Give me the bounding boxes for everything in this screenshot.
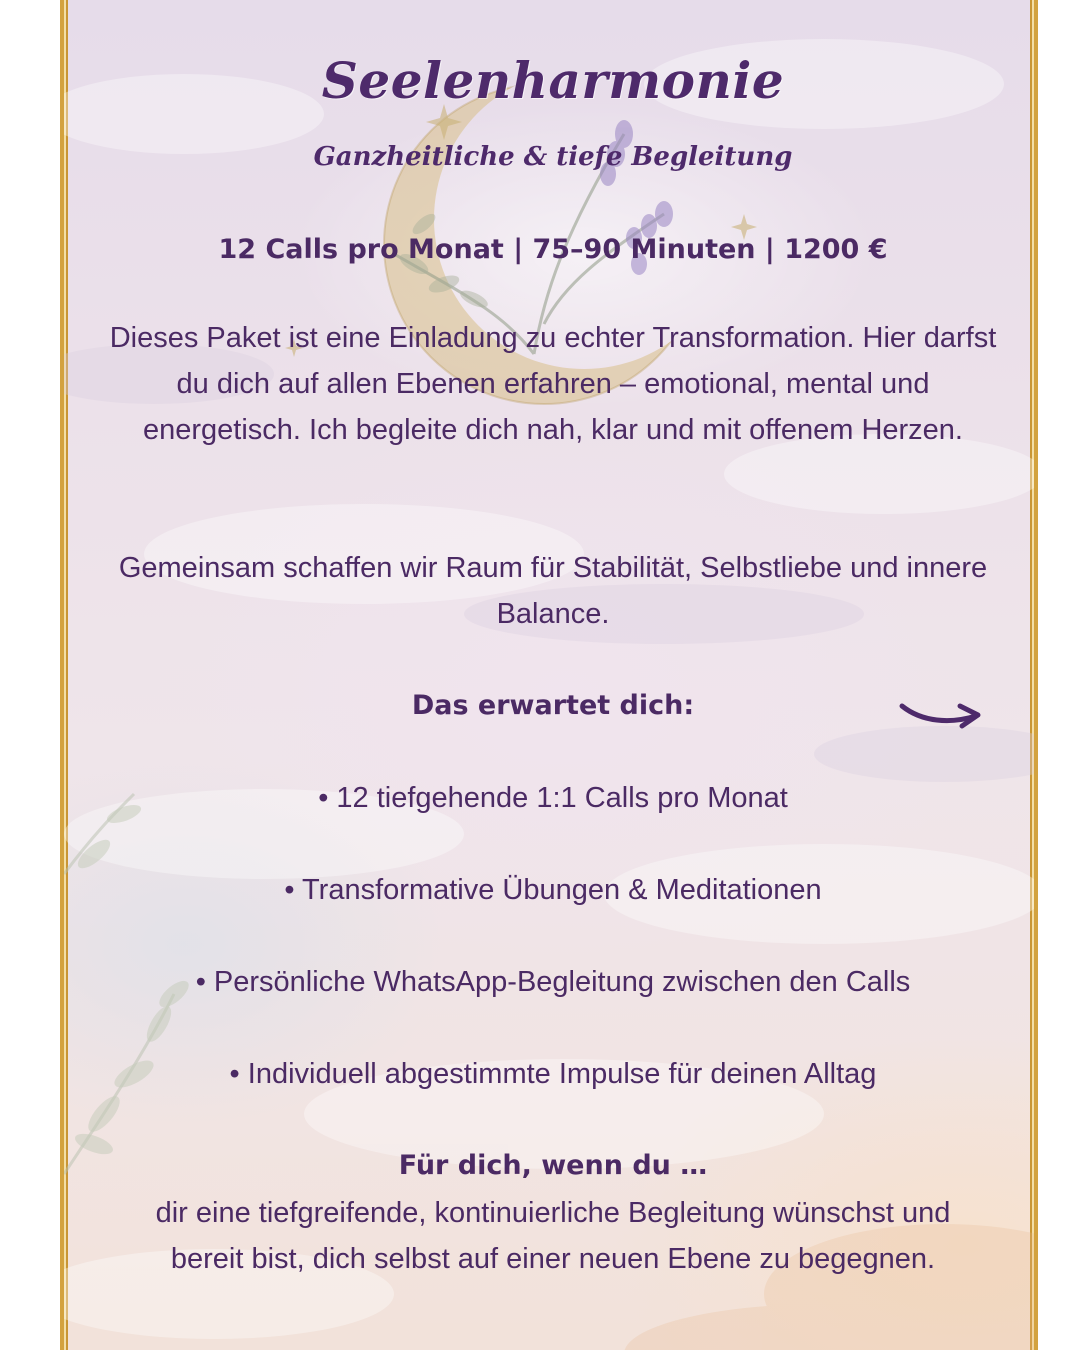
benefit-item: • Transformative Übungen & Meditationen <box>284 874 822 906</box>
expectations-heading: Das erwartet dich: <box>411 690 695 721</box>
together-paragraph: Gemeinsam schaffen wir Raum für Stabilität, Selbstliebe und innere Balance. <box>118 552 988 630</box>
audience-heading: Für dich, wenn du … <box>398 1150 708 1181</box>
benefit-item: • Individuell abgestimmte Impulse für deinen Alltag <box>229 1058 877 1090</box>
curved-arrow-right-icon <box>896 694 986 738</box>
benefit-item: • 12 tiefgehende 1:1 Calls pro Monat <box>318 782 788 814</box>
package-title: Seelenharmonie <box>321 51 785 110</box>
intro-paragraph: Dieses Paket ist eine Einladung zu echter Transformation. Hier darfst du dich auf allen Ebenen erfahren – emotional, mental und energetisch. Ich begleite dich nah, klar und mit offenem Herzen. <box>109 322 997 446</box>
benefit-item: • Persönliche WhatsApp-Begleitung zwischen den Calls <box>195 966 911 998</box>
audience-paragraph: dir eine tiefgreifende, kontinuierliche Begleitung wünschst und bereit bist, dich selbst auf einer neuen Ebene zu begegnen. <box>155 1197 951 1275</box>
package-price-line: 12 Calls pro Monat | 75–90 Minuten | 1200 € <box>218 234 888 265</box>
package-subtitle: Ganzheitliche & tiefe Begleitung <box>313 142 793 172</box>
package-card <box>60 0 1038 1350</box>
